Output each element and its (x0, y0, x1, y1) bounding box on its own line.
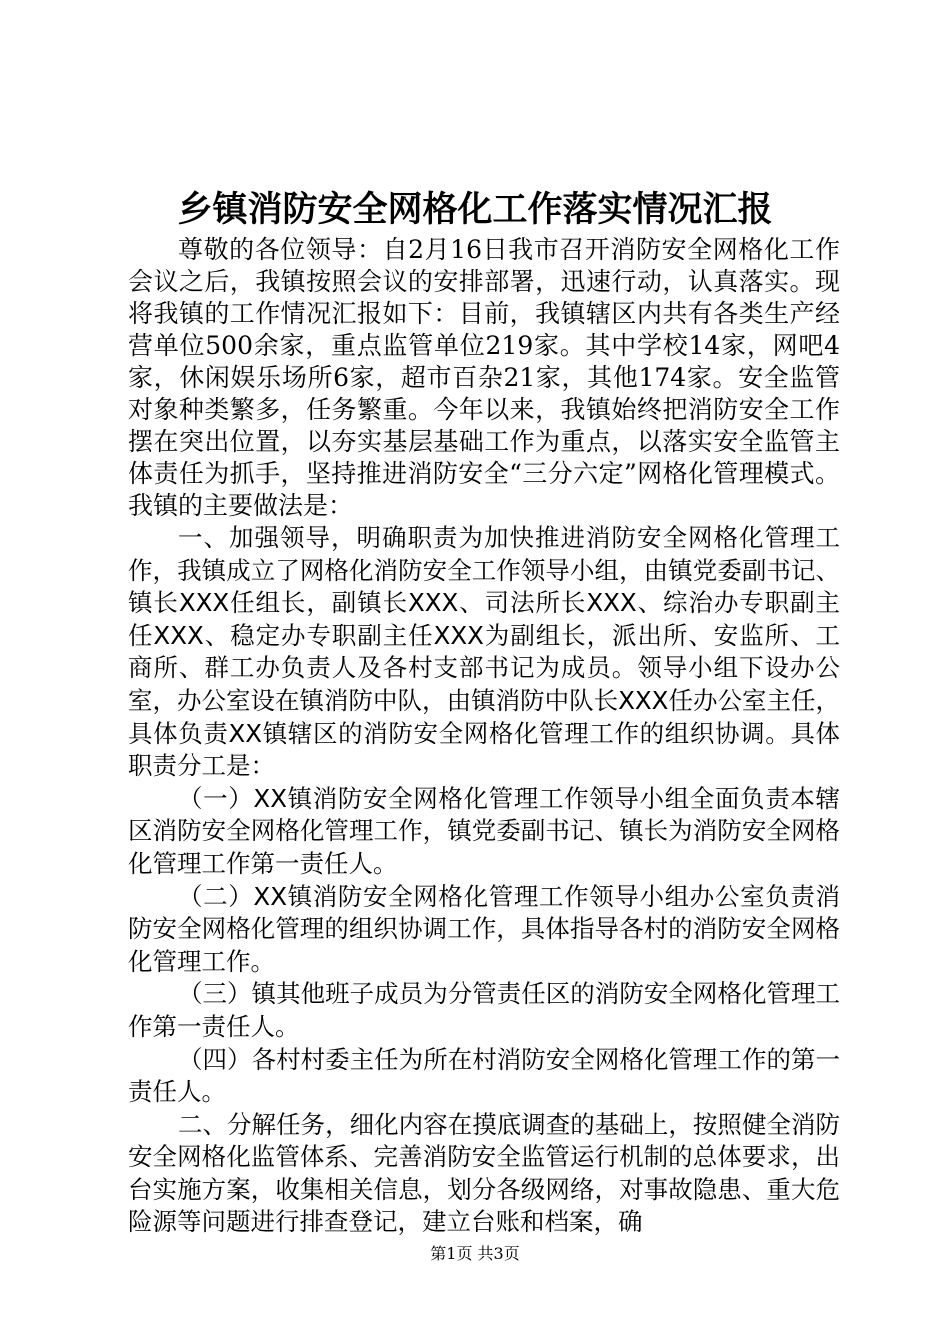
paragraph-item-1: （一）XX镇消防安全网格化管理工作领导小组全面负责本辖区消防安全网格化管理工作，镇党委副书记、镇长为消防安全网格化管理工作第一责任人。 (128, 783, 840, 878)
paragraph-intro: 尊敬的各位领导：自2月16日我市召开消防安全网格化工作会议之后，我镇按照会议的安排部署，迅速行动，认真落实。现将我镇的工作情况汇报如下：目前，我镇辖区内共有各类生产经营单位500余家，重点监管单位219家。其中学校14家，网吧4家，休闲娱乐场所6家，超市百杂21家，其他174家。安全监管对象种类繁多，任务繁重。今年以来，我镇始终把消防安全工作摆在突出位置，以夯实基层基础工作为重点，以落实安全监管主体责任为抓手，坚持推进消防安全“三分六定”网格化管理模式。我镇的主要做法是： (128, 235, 840, 520)
paragraph-section-2: 二、分解任务，细化内容在摸底调查的基础上，按照健全消防安全网格化监管体系、完善消防安全监管运行机制的总体要求，出台实施方案，收集相关信息，划分各级网络，对事故隐患、重大危险源等问题进行排查登记，建立台账和档案，确 (128, 1109, 840, 1237)
paragraph-item-4: （四）各村村委主任为所在村消防安全网格化管理工作的第一责任人。 (128, 1044, 840, 1107)
document-body (128, 234, 840, 1239)
document-title: 乡镇消防安全网格化工作落实情况汇报 (177, 189, 773, 230)
paragraph-item-3: （三）镇其他班子成员为分管责任区的消防安全网格化管理工作第一责任人。 (128, 979, 840, 1041)
paragraph-section-1: 一、加强领导，明确职责为加快推进消防安全网格化管理工作，我镇成立了网格化消防安全工作领导小组，由镇党委副书记、镇长XXX任组长，副镇长XXX、司法所长XXX、综治办专职副主任XXX、稳定办专职副主任XXX为副组长，派出所、安监所、工商所、群工办负责人及各村支部书记为成员。领导小组下设办公室，办公室设在镇消防中队，由镇消防中队长XXX任办公室主任，具体负责XX镇辖区的消防安全网格化管理工作的组织协调。具体职责分工是： (128, 523, 840, 781)
page-number-footer: 第1页 共3页 (430, 1244, 520, 1263)
paragraph-item-2: （二）XX镇消防安全网格化管理工作领导小组办公室负责消防安全网格化管理的组织协调工作，具体指导各村的消防安全网格化管理工作。 (128, 881, 840, 976)
